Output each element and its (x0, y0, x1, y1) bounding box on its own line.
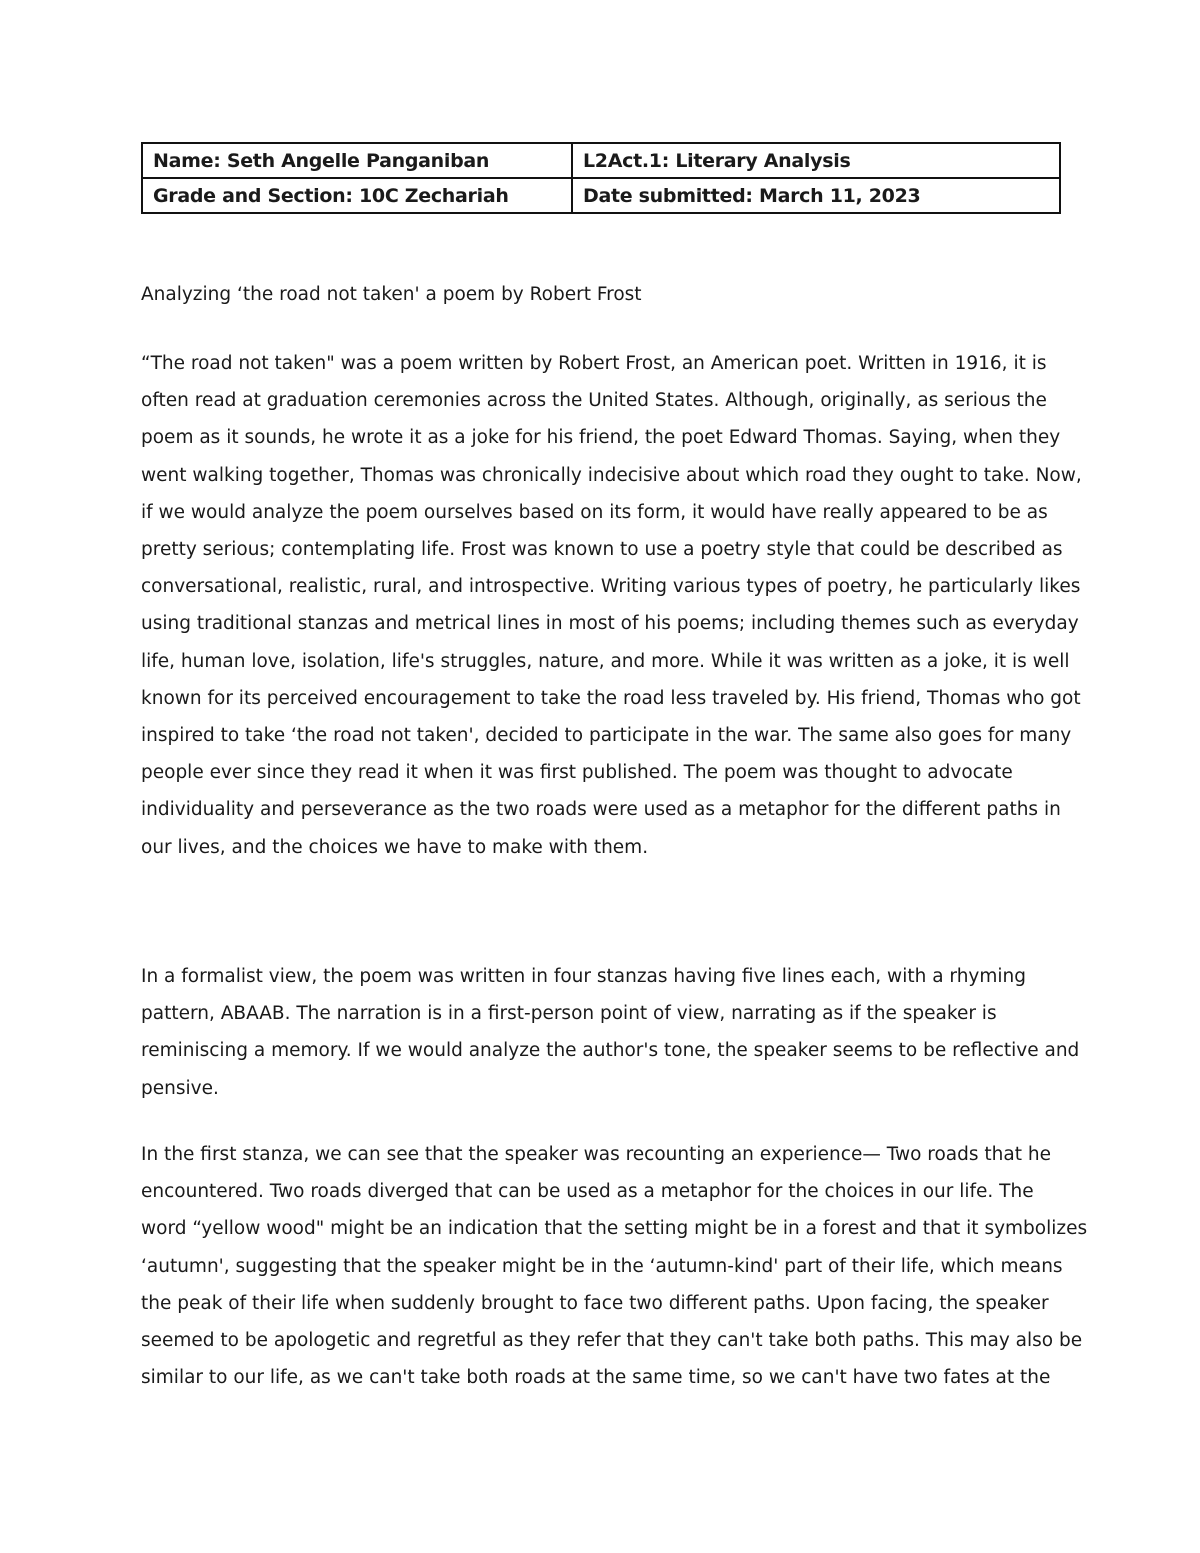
paragraph-line: the peak of their life when suddenly brought to face two different paths. Upon facing, the speaker (141, 1292, 1049, 1314)
paragraph-line: seemed to be apologetic and regretful as they refer that they can't take both paths. This may also be (141, 1330, 1083, 1352)
paragraph-line: often read at graduation ceremonies across the United States. Although, originally, as serious the (141, 390, 1047, 412)
paragraph-line: “The road not taken" was a poem written by Robert Frost, an American poet. Written in 1916, it is (141, 353, 1047, 374)
paragraph-intro (141, 345, 1082, 866)
paragraph-line: individuality and perseverance as the two roads were used as a metaphor for the different paths in (141, 799, 1061, 821)
paragraph-line: In the first stanza, we can see that the speaker was recounting an experience— Two roads that he (141, 1144, 1051, 1165)
paragraph-line: poem as it sounds, he wrote it as a joke for his friend, the poet Edward Thomas. Saying, when they (141, 427, 1061, 449)
paragraph-line: using traditional stanzas and metrical lines in most of his poems; including themes such as everyday (141, 613, 1079, 635)
paragraph-line: life, human love, isolation, life's struggles, nature, and more. While it was written as a joke, it is well (141, 650, 1070, 672)
paragraph-line: known for its perceived encouragement to take the road less traveled by. His friend, Thomas who got (141, 687, 1081, 709)
paragraph-line: pensive. (141, 1077, 219, 1099)
student-name-cell: Name: Seth Angelle Panganiban (142, 143, 572, 178)
paragraph-first-stanza (141, 1136, 1088, 1396)
header-row-2 (142, 178, 1060, 213)
paragraph-line: our lives, and the choices we have to make with them. (141, 836, 649, 858)
essay-title: Analyzing ‘the road not taken' a poem by Robert Frost (141, 284, 642, 305)
paragraph-line: inspired to take ‘the road not taken', decided to participate in the war. The same also goes for many (141, 725, 1072, 747)
header-info-table (141, 142, 1061, 214)
activity-title-cell: L2Act.1: Literary Analysis (572, 143, 1060, 178)
paragraph-line: if we would analyze the poem ourselves based on its form, it would have really appeared to be as (141, 501, 1048, 523)
paragraph-line: reminiscing a memory. If we would analyze the author's tone, the speaker seems to be reflective and (141, 1040, 1080, 1062)
paragraph-line: went walking together, Thomas was chronically indecisive about which road they ought to take. Now, (141, 464, 1082, 486)
paragraph-line: people ever since they read it when it was first published. The poem was thought to advocate (141, 762, 1013, 784)
header-row-1 (142, 143, 1060, 178)
paragraph-line: encountered. Two roads diverged that can be used as a metaphor for the choices in our life. The (141, 1181, 1034, 1203)
paragraph-line: In a formalist view, the poem was written in four stanzas having five lines each, with a rhyming (141, 966, 1026, 987)
paragraph-line: pattern, ABAAB. The narration is in a first-person point of view, narrating as if the speaker is (141, 1003, 997, 1025)
paragraph-line: ‘autumn', suggesting that the speaker might be in the ‘autumn-kind' part of their life, which means (141, 1255, 1063, 1277)
paragraph-line: conversational, realistic, rural, and introspective. Writing various types of poetry, he particularly likes (141, 576, 1081, 598)
grade-section-cell: Grade and Section: 10C Zechariah (142, 178, 572, 213)
paragraph-line: pretty serious; contemplating life. Frost was known to use a poetry style that could be described as (141, 539, 1063, 561)
date-submitted-cell: Date submitted: March 11, 2023 (572, 178, 1060, 213)
paragraph-line: similar to our life, as we can't take both roads at the same time, so we can't have two fates at the (141, 1367, 1051, 1389)
paragraph-line: word “yellow wood" might be an indication that the setting might be in a forest and that it symbolizes (141, 1218, 1088, 1240)
paragraph-formalist (141, 958, 1080, 1107)
